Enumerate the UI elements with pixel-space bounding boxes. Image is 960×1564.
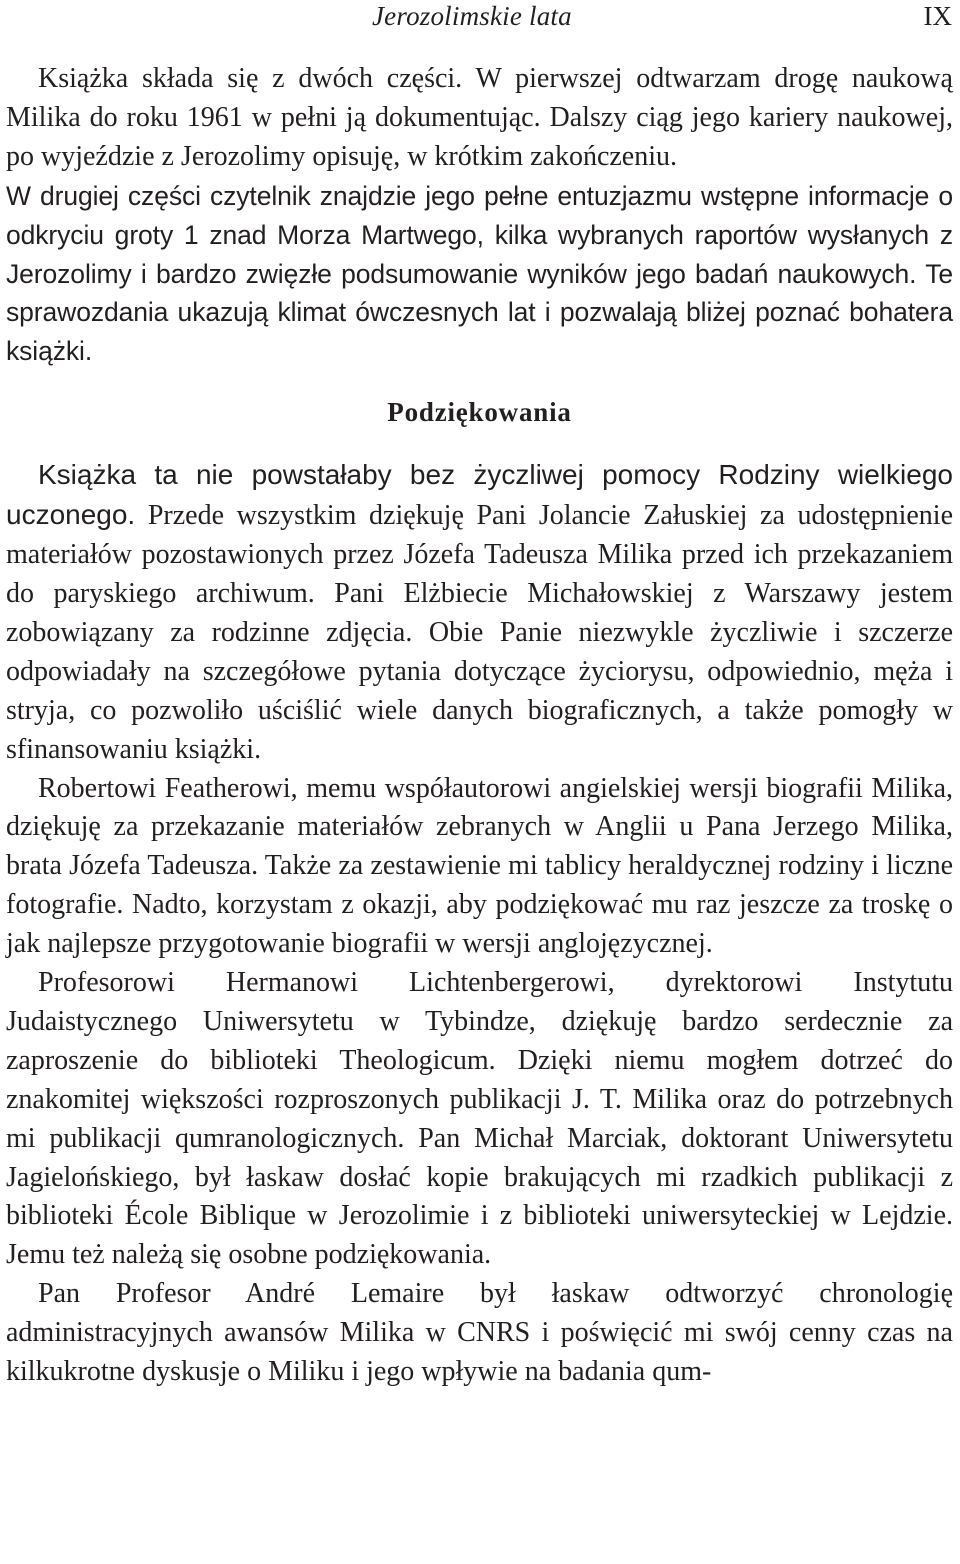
paragraph-family-thanks — [6, 456, 953, 769]
paragraph-feather-thanks: Robertowi Featherowi, memu współautorowi angielskiej wersji biografii Milika, dziękuję za przekazanie materiałów zebranych w Anglii u Pana Jerzego Milika, brata Józefa Tadeusza. Także za zestawienie mi tablicy heraldycznej rodziny i liczne fotografie. Nadto, korzystam z okazji, aby podziękować mu raz jeszcze za troskę o jak najlepsze przygotowanie biografii w wersji anglojęzycznej. — [6, 772, 953, 960]
paragraph-lichtenberger-thanks: Profesorowi Hermanowi Lichtenbergerowi, dyrektorowi Instytutu Judaistycznego Uniwersytetu w Tybindze, dziękuję bardzo serdecznie za zaproszenie do biblioteki Theologicum. Dzięki niemu mogłem dotrzeć do znakomitej większości rozproszonych publikacji J. T. Milika oraz do potrzebnych mi publikacji qumranologicznych. Pan Michał Marciak, doktorant Uniwersytetu Jagielońskiego, był łaskaw dosłać kopie brakujących mi rzadkich publikacji z biblioteki École Biblique w Jerozolimie i z biblioteki uniwersyteckiej w Lejdzie. Jemu też należą się osobne podziękowania. — [6, 967, 953, 1271]
page-number: IX — [923, 1, 952, 31]
paragraph-family-body: Przede wszystkim dziękuję Pani Jolancie Załuskiej za udostępnienie materiałów pozostawionych przez Józefa Tadeusza Milika przed ich przekazaniem do paryskiego archiwum. Pani Elżbiecie Michałowskiej z Warszawy jestem zobowiązany za rodzinne zdjęcia. Obie Panie niezwykle życzliwie i szczerze odpowiadały na szczegółowe pytania dotyczące życiorysu, odpowiednio, męża i stryja, co pozwoliło uściślić wiele danych biograficznych, a także pomogły w sfinansowaniu książki. — [6, 500, 954, 765]
paragraph-lemaire-thanks: Pan Profesor André Lemaire był łaskaw odtworzyć chronologię administracyjnych awansów Milika w CNRS i poświęcić mi swój cenny czas na kilkukrotne dyskusje o Miliku i jego wpływie na badania qum- — [6, 1278, 953, 1388]
body-text — [6, 60, 953, 1392]
paragraph-book-structure — [6, 60, 953, 177]
section-heading-acknowledgements: Podziękowania — [387, 397, 572, 428]
running-head — [0, 0, 960, 32]
paragraph-part-one-text: Książka składa się z dwóch części. W pierwszej odtwarzam drogę naukową Milika do roku 1961 w pełni ją dokumentując. Dalszy ciąg jego kariery naukowej, po wyjeździe z Jerozolimy opisuję, w krótkim zakończeniu. — [6, 63, 953, 172]
paragraph-part-two-text: W drugiej części czytelnik znajdzie jego pełne entuzjazmu wstępne informacje o odkryciu groty 1 znad Morza Martwego, kilka wybranych raportów wysłanych z Jerozolimy i bardzo zwięzłe podsumowanie wyników jego badań naukowych. Te sprawozdania ukazują klimat ówczesnych lat i pozwalają bliżej poznać bohatera książki. — [6, 180, 953, 367]
running-head-title: Jerozolimskie lata — [372, 1, 572, 31]
paragraph-family-lead: Książka ta nie powstałaby bez życzliwej pomocy Rodziny wielkiego uczonego. — [6, 459, 953, 531]
